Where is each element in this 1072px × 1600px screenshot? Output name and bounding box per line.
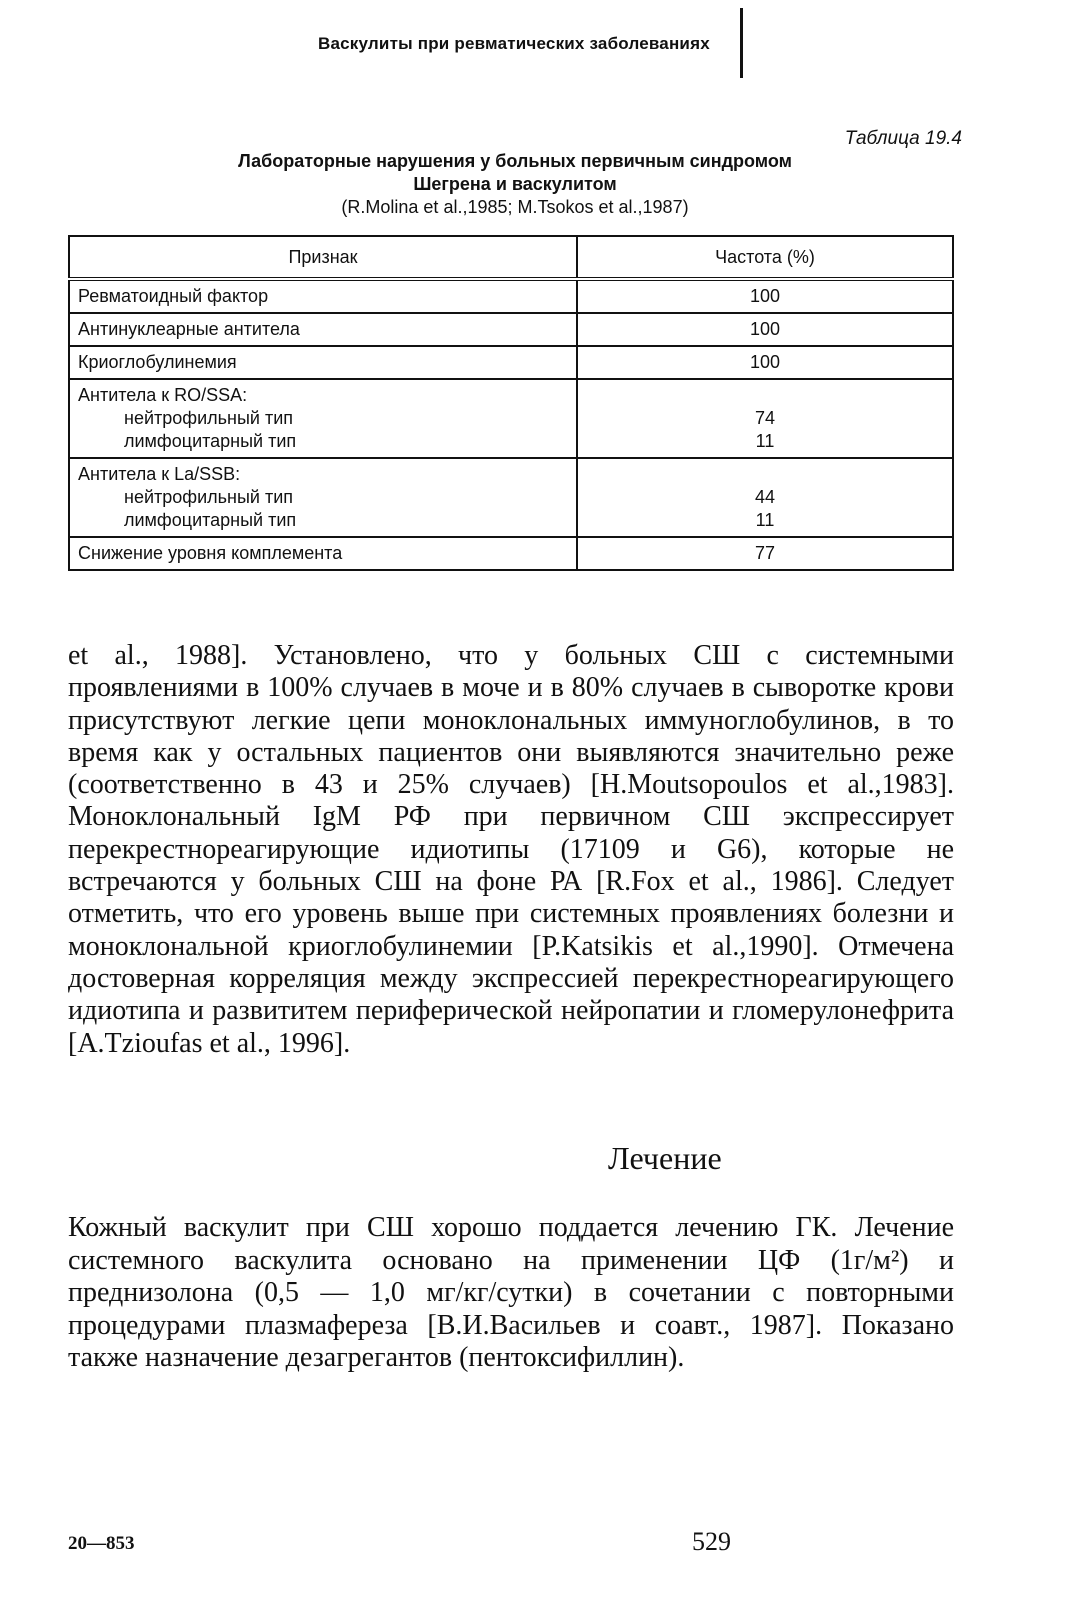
row-label-group xyxy=(69,458,577,537)
table-title-line1: Лабораторные нарушения у больных первичным синдромом xyxy=(238,151,792,171)
row-label: Антинуклеарные антитела xyxy=(69,313,577,346)
table-row xyxy=(69,346,953,379)
lab-findings-table xyxy=(68,235,954,571)
row-value: 77 xyxy=(577,537,953,570)
sub-value: 11 xyxy=(755,510,775,530)
sub-label: лимфоцитарный тип xyxy=(124,510,297,530)
table-row xyxy=(69,313,953,346)
row-value-group xyxy=(577,458,953,537)
running-header: Васкулиты при ревматических заболеваниях xyxy=(318,34,710,53)
header-sign: Признак xyxy=(69,236,577,279)
table-row xyxy=(69,458,953,537)
sub-value: 44 xyxy=(754,487,776,507)
table-source: (R.Molina et al.,1985; M.Tsokos et al.,1987) xyxy=(341,197,689,217)
sub-value: 74 xyxy=(754,408,776,428)
table-label: Таблица 19.4 xyxy=(844,128,962,149)
sub-label: лимфоцитарный тип xyxy=(124,431,297,451)
row-label: Снижение уровня комплемента xyxy=(69,537,577,570)
sub-label: нейтрофильный тип xyxy=(124,487,293,507)
table-row xyxy=(69,537,953,570)
row-label-group xyxy=(69,379,577,458)
group-label: Антитела к La/SSB: xyxy=(78,464,241,484)
page-number: 529 xyxy=(692,1527,731,1556)
row-label: Криоглобулинемия xyxy=(69,346,577,379)
row-value-group xyxy=(577,379,953,458)
group-label: Антитела к RO/SSA: xyxy=(78,385,248,405)
sub-label: нейтрофильный тип xyxy=(124,408,293,428)
treatment-text xyxy=(68,1212,954,1375)
table-row xyxy=(69,379,953,458)
header-divider xyxy=(740,8,743,78)
table-title-line2: Шегрена и васкулитом xyxy=(413,174,617,194)
body-text xyxy=(68,640,954,1060)
table-header-row xyxy=(69,236,953,279)
row-value: 100 xyxy=(577,346,953,379)
row-value: 100 xyxy=(577,279,953,313)
treatment-paragraph: Кожный васкулит при СШ хорошо поддается лечению ГК. Лечение системного васкулита основано на применении ЦФ (1г/м²) и преднизолона (0,5 — 1,0 мг/кг/сутки) в сочетании с повторными процедурами плазмафереза [В.И.Васильев и соавт., 1987]. Показано также назначение дезагрегантов (пентоксифиллин). xyxy=(68,1212,954,1373)
sub-value: 11 xyxy=(755,431,775,451)
row-value: 100 xyxy=(577,313,953,346)
section-title: Лечение xyxy=(608,1140,722,1176)
body-paragraph: et al., 1988]. Установлено, что у больных СШ с системными проявлениями в 100% случаев в моче и в 80% случаев в сыворотке крови присутствуют легкие цепи моноклональных иммуноглобулинов, в то время как у остальных пациентов они выявляются значительно реже (соответственно в 43 и 25% случаев) [H.Moutsopoulos et al.,1983]. Моноклональный IgM РФ при первичном СШ экспрессирует перекрестнореагирующие идиотипы (17109 и G6), которые не встречаются у больных СШ на фоне РА [R.Fox et al., 1986]. Следует отметить, что его уровень выше при системных проявлениях болезни и моноклональной криоглобулинемии [P.Katsikis et al.,1990]. Отмечена достоверная корреляция между экспрессией перекрестнореагирующего идиотипа и развититем периферической нейропатии и гломерулонефрита [A.Tzioufas et al., 1996]. xyxy=(68,640,954,1059)
header-frequency: Частота (%) xyxy=(577,236,953,279)
table-row xyxy=(69,279,953,313)
table-caption xyxy=(70,150,960,219)
printer-signature: 20—853 xyxy=(68,1533,135,1554)
row-label: Ревматоидный фактор xyxy=(69,279,577,313)
